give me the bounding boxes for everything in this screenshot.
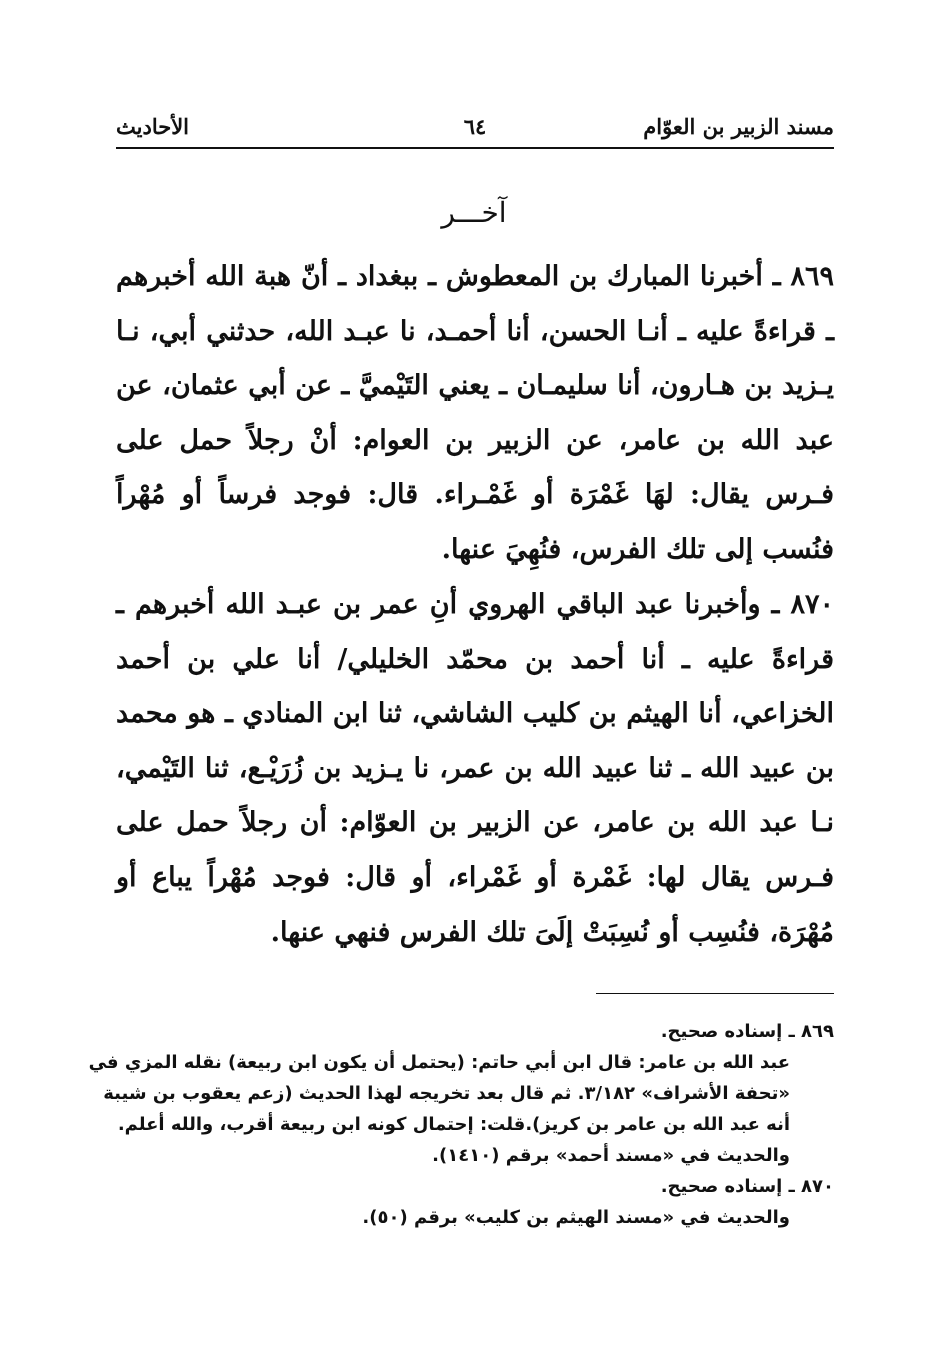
footnote-869-heading: ٨٦٩ ـ إسناده صحيح. (660, 1021, 834, 1042)
header-divider (116, 147, 834, 149)
footnote-line: «تحفة الأشراف» ٣/١٨٢. ثم قال بعد تخريجه لهذا الحديث (زعم يعقوب بن شيبة (103, 1083, 790, 1104)
section-title: آخـــر (441, 196, 507, 229)
running-header (116, 108, 834, 144)
footnote-line: أنه عبد الله بن عامر بن كريز).قلت: إحتمال كونه ابن ربيعة أقرب، والله أعلم. (117, 1114, 790, 1135)
hadith-870: ٨٧٠ ـ وأخبرنا عبد الباقي الهروي أنِ عمر بن عبـد الله أخبرهم ـ قراءةً عليه ـ أنا أحمد بن محمّد الخليلي/ أنا علي بن أحمد الخزاعي، أنا الهيثم بن كليب الشاشي، ثنا ابن المنادي ـ هو محمد بن عبيد الله ـ ثنا عبيد الله بن عمر، نا يـزيد بن زُرَيْـع، ثنا التَيْمي، نـا عبد الله بن عامر، عن الزبير بن العوّام: أن رجلاً حمل على فـرس يقال لها: غَمْرة أو غَمْراء، أو قال: فوجد مُهْراً يباع أو مُهْرَة، فنُسِب أو نُسِبَتْ إلَىَ تلك الفرس فنهي عنها. (116, 589, 834, 948)
footnote-870-heading: ٨٧٠ ـ إسناده صحيح. (660, 1176, 834, 1197)
page-number: ٦٤ (463, 114, 487, 139)
footnote-869-body (88, 1047, 834, 1171)
footnotes (88, 1016, 834, 1233)
footnote-line: والحديث في «مسند أحمد» برقم (١٤١٠). (432, 1145, 790, 1166)
header-section-name: الأحاديث (116, 114, 190, 139)
hadith-869: ٨٦٩ ـ أخبرنا المبارك بن المعطوش ـ ببغداد ـ أنّ هبة الله أخبرهم ـ قراءةً عليه ـ أنـا الحسن، أنا أحمـد، نا عبـد الله، حدثني أبي، نـا يـزيد بن هـارون، أنا سليمـان ـ يعني التَيْميَّ ـ عن أبي عثمان، عن عبد الله بن عامر، عن الزبير بن العوام: أنْ رجلاً حمل على فـرس يقال: لهَا غَمْرَة أو غَمْـراء. قال: فوجد فرساً أو مُهْراً فنُسب إلى تلك الفرس، فنُهِيَ عنها. (116, 261, 834, 565)
footnote-line: والحديث في «مسند الهيثم بن كليب» برقم (٥٠). (362, 1207, 790, 1228)
header-book-title: مسند الزبير بن العوّام (643, 114, 834, 139)
footnote-line: عبد الله بن عامر: قال ابن أبي حاتم: (يحتمل أن يكون ابن ربيعة) نقله المزي في (88, 1052, 790, 1073)
footnote-divider (596, 993, 834, 994)
footnote-870-body (116, 1202, 834, 1233)
